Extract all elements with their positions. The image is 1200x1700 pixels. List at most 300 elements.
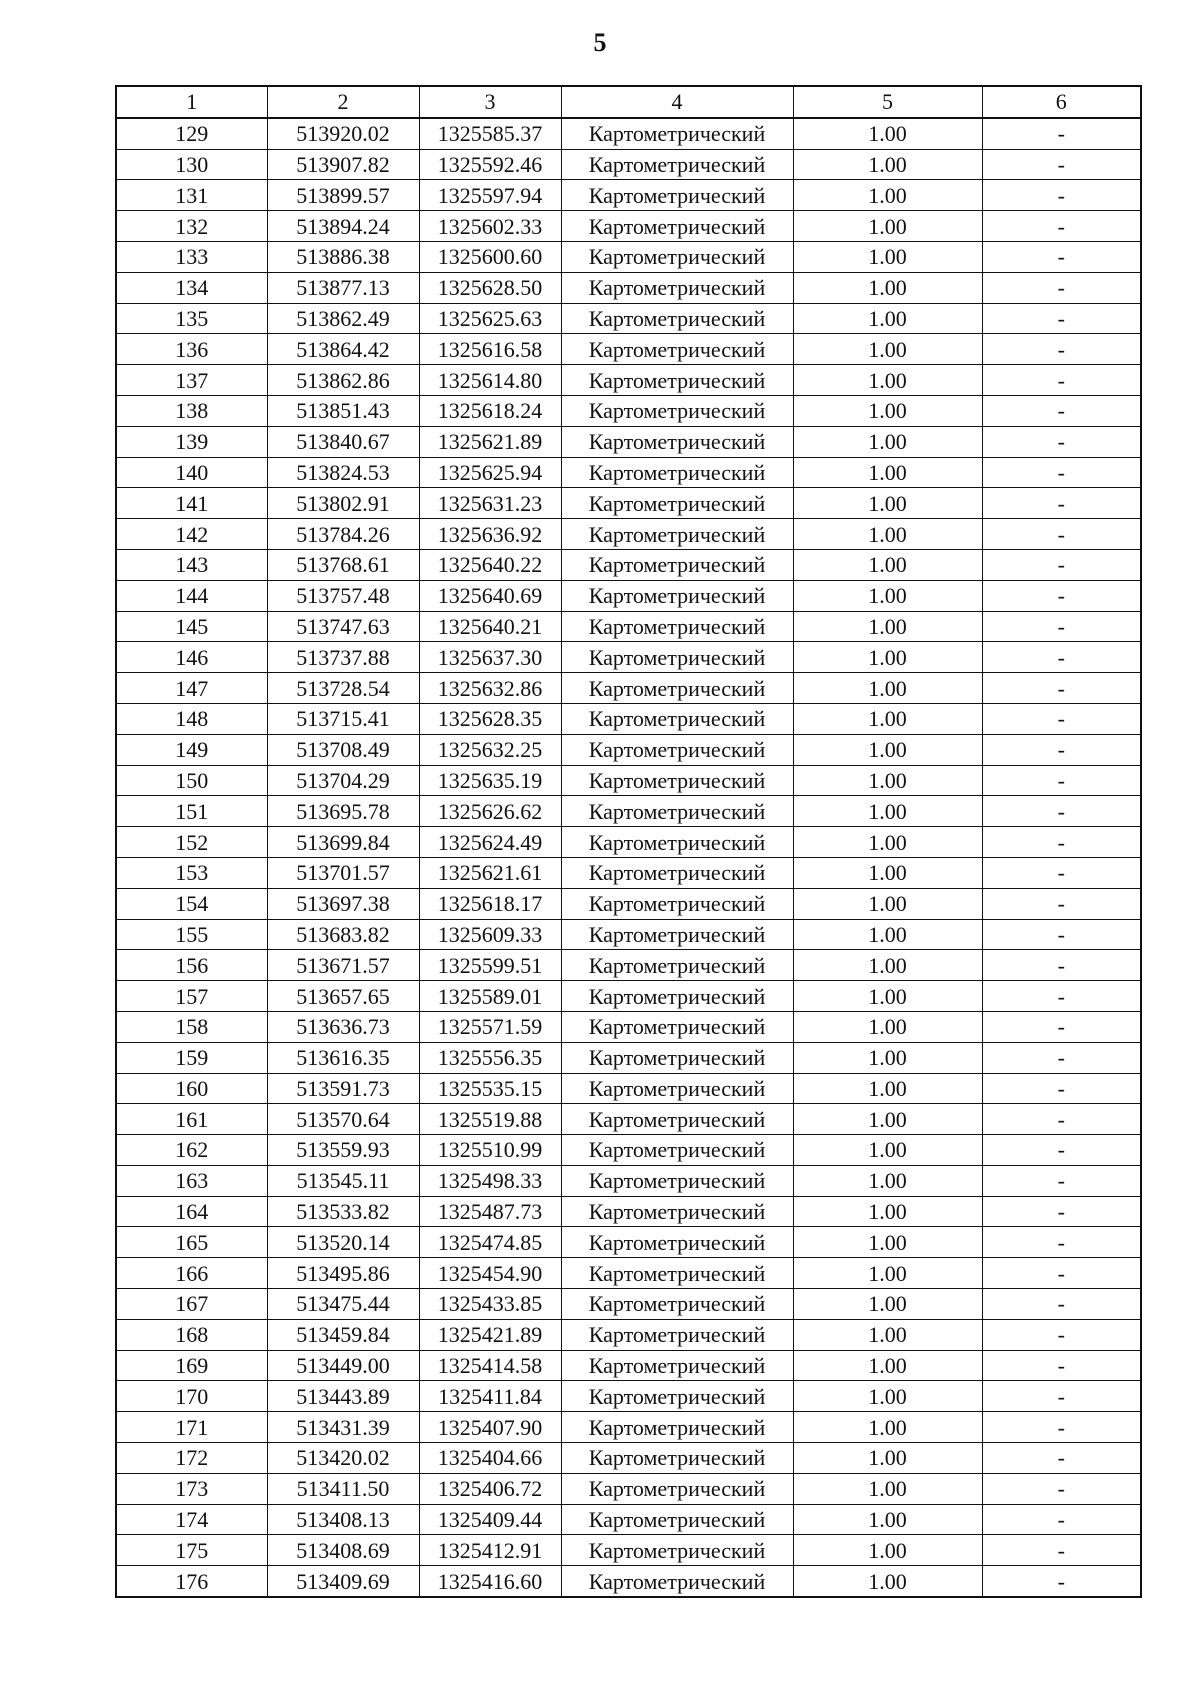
- method-cell: Картометрический: [561, 1473, 793, 1504]
- table-row: [116, 827, 1141, 858]
- table-row: [116, 611, 1141, 642]
- column-header-1: 1: [116, 86, 267, 118]
- x-coordinate-cell: 513408.69: [267, 1535, 419, 1566]
- table-row: [116, 519, 1141, 550]
- note-cell: -: [982, 1042, 1141, 1073]
- x-coordinate-cell: 513533.82: [267, 1196, 419, 1227]
- x-coordinate-cell: 513784.26: [267, 519, 419, 550]
- accuracy-cell: 1.00: [793, 981, 982, 1012]
- method-cell: Картометрический: [561, 1073, 793, 1104]
- y-coordinate-cell: 1325640.69: [419, 580, 561, 611]
- x-coordinate-cell: 513877.13: [267, 272, 419, 303]
- point-number-cell: 163: [116, 1165, 267, 1196]
- x-coordinate-cell: 513737.88: [267, 642, 419, 673]
- accuracy-cell: 1.00: [793, 796, 982, 827]
- point-number-cell: 140: [116, 457, 267, 488]
- table-row: [116, 180, 1141, 211]
- x-coordinate-cell: 513697.38: [267, 888, 419, 919]
- point-number-cell: 176: [116, 1566, 267, 1597]
- table-row: [116, 703, 1141, 734]
- table-row: [116, 1319, 1141, 1350]
- table-row: [116, 857, 1141, 888]
- method-cell: Картометрический: [561, 180, 793, 211]
- y-coordinate-cell: 1325632.86: [419, 673, 561, 704]
- note-cell: -: [982, 457, 1141, 488]
- table-row: [116, 549, 1141, 580]
- method-cell: Картометрический: [561, 1319, 793, 1350]
- x-coordinate-cell: 513824.53: [267, 457, 419, 488]
- point-number-cell: 173: [116, 1473, 267, 1504]
- table-row: [116, 673, 1141, 704]
- x-coordinate-cell: 513520.14: [267, 1227, 419, 1258]
- x-coordinate-cell: 513449.00: [267, 1350, 419, 1381]
- x-coordinate-cell: 513899.57: [267, 180, 419, 211]
- method-cell: Картометрический: [561, 241, 793, 272]
- accuracy-cell: 1.00: [793, 519, 982, 550]
- method-cell: Картометрический: [561, 827, 793, 858]
- x-coordinate-cell: 513757.48: [267, 580, 419, 611]
- accuracy-cell: 1.00: [793, 1535, 982, 1566]
- point-number-cell: 169: [116, 1350, 267, 1381]
- note-cell: -: [982, 1104, 1141, 1135]
- method-cell: Картометрический: [561, 1042, 793, 1073]
- y-coordinate-cell: 1325592.46: [419, 149, 561, 180]
- y-coordinate-cell: 1325628.35: [419, 703, 561, 734]
- point-number-cell: 165: [116, 1227, 267, 1258]
- method-cell: Картометрический: [561, 950, 793, 981]
- accuracy-cell: 1.00: [793, 488, 982, 519]
- method-cell: Картометрический: [561, 457, 793, 488]
- method-cell: Картометрический: [561, 1289, 793, 1320]
- x-coordinate-cell: 513864.42: [267, 334, 419, 365]
- table-row: [116, 272, 1141, 303]
- y-coordinate-cell: 1325589.01: [419, 981, 561, 1012]
- method-cell: Картометрический: [561, 365, 793, 396]
- x-coordinate-cell: 513443.89: [267, 1381, 419, 1412]
- accuracy-cell: 1.00: [793, 334, 982, 365]
- table-row: [116, 241, 1141, 272]
- table-row: [116, 1104, 1141, 1135]
- table-row: [116, 365, 1141, 396]
- table-row: [116, 211, 1141, 242]
- accuracy-cell: 1.00: [793, 395, 982, 426]
- method-cell: Картометрический: [561, 888, 793, 919]
- method-cell: Картометрический: [561, 149, 793, 180]
- column-header-4: 4: [561, 86, 793, 118]
- y-coordinate-cell: 1325411.84: [419, 1381, 561, 1412]
- note-cell: -: [982, 334, 1141, 365]
- y-coordinate-cell: 1325602.33: [419, 211, 561, 242]
- note-cell: -: [982, 1135, 1141, 1166]
- accuracy-cell: 1.00: [793, 1504, 982, 1535]
- method-cell: Картометрический: [561, 1135, 793, 1166]
- point-number-cell: 167: [116, 1289, 267, 1320]
- y-coordinate-cell: 1325631.23: [419, 488, 561, 519]
- x-coordinate-cell: 513695.78: [267, 796, 419, 827]
- point-number-cell: 151: [116, 796, 267, 827]
- accuracy-cell: 1.00: [793, 426, 982, 457]
- accuracy-cell: 1.00: [793, 734, 982, 765]
- accuracy-cell: 1.00: [793, 580, 982, 611]
- point-number-cell: 137: [116, 365, 267, 396]
- table-row: [116, 888, 1141, 919]
- point-number-cell: 139: [116, 426, 267, 457]
- note-cell: -: [982, 180, 1141, 211]
- accuracy-cell: 1.00: [793, 1073, 982, 1104]
- point-number-cell: 136: [116, 334, 267, 365]
- table-row: [116, 1196, 1141, 1227]
- table-row: [116, 796, 1141, 827]
- method-cell: Картометрический: [561, 395, 793, 426]
- table-row: [116, 118, 1141, 149]
- accuracy-cell: 1.00: [793, 857, 982, 888]
- accuracy-cell: 1.00: [793, 642, 982, 673]
- point-number-cell: 130: [116, 149, 267, 180]
- method-cell: Картометрический: [561, 1104, 793, 1135]
- point-number-cell: 147: [116, 673, 267, 704]
- accuracy-cell: 1.00: [793, 1289, 982, 1320]
- point-number-cell: 171: [116, 1412, 267, 1443]
- table-row: [116, 580, 1141, 611]
- method-cell: Картометрический: [561, 580, 793, 611]
- point-number-cell: 161: [116, 1104, 267, 1135]
- accuracy-cell: 1.00: [793, 457, 982, 488]
- y-coordinate-cell: 1325510.99: [419, 1135, 561, 1166]
- x-coordinate-cell: 513420.02: [267, 1443, 419, 1474]
- x-coordinate-cell: 513459.84: [267, 1319, 419, 1350]
- table-row: [116, 1381, 1141, 1412]
- method-cell: Картометрический: [561, 488, 793, 519]
- x-coordinate-cell: 513683.82: [267, 919, 419, 950]
- table-row: [116, 149, 1141, 180]
- note-cell: -: [982, 1196, 1141, 1227]
- accuracy-cell: 1.00: [793, 211, 982, 242]
- method-cell: Картометрический: [561, 673, 793, 704]
- note-cell: -: [982, 1165, 1141, 1196]
- point-number-cell: 157: [116, 981, 267, 1012]
- table-row: [116, 1350, 1141, 1381]
- x-coordinate-cell: 513570.64: [267, 1104, 419, 1135]
- point-number-cell: 158: [116, 1011, 267, 1042]
- note-cell: -: [982, 211, 1141, 242]
- x-coordinate-cell: 513840.67: [267, 426, 419, 457]
- method-cell: Картометрический: [561, 734, 793, 765]
- note-cell: -: [982, 149, 1141, 180]
- y-coordinate-cell: 1325535.15: [419, 1073, 561, 1104]
- accuracy-cell: 1.00: [793, 919, 982, 950]
- point-number-cell: 131: [116, 180, 267, 211]
- y-coordinate-cell: 1325404.66: [419, 1443, 561, 1474]
- x-coordinate-cell: 513704.29: [267, 765, 419, 796]
- table-row: [116, 1504, 1141, 1535]
- accuracy-cell: 1.00: [793, 1566, 982, 1597]
- y-coordinate-cell: 1325498.33: [419, 1165, 561, 1196]
- point-number-cell: 135: [116, 303, 267, 334]
- y-coordinate-cell: 1325571.59: [419, 1011, 561, 1042]
- note-cell: -: [982, 734, 1141, 765]
- note-cell: -: [982, 981, 1141, 1012]
- y-coordinate-cell: 1325636.92: [419, 519, 561, 550]
- x-coordinate-cell: 513747.63: [267, 611, 419, 642]
- method-cell: Картометрический: [561, 1350, 793, 1381]
- note-cell: -: [982, 488, 1141, 519]
- y-coordinate-cell: 1325621.61: [419, 857, 561, 888]
- method-cell: Картометрический: [561, 1566, 793, 1597]
- table-row: [116, 395, 1141, 426]
- accuracy-cell: 1.00: [793, 703, 982, 734]
- accuracy-cell: 1.00: [793, 1135, 982, 1166]
- y-coordinate-cell: 1325640.21: [419, 611, 561, 642]
- accuracy-cell: 1.00: [793, 1381, 982, 1412]
- table-row: [116, 1135, 1141, 1166]
- accuracy-cell: 1.00: [793, 1104, 982, 1135]
- table-row: [116, 426, 1141, 457]
- column-header-3: 3: [419, 86, 561, 118]
- accuracy-cell: 1.00: [793, 950, 982, 981]
- point-number-cell: 150: [116, 765, 267, 796]
- point-number-cell: 133: [116, 241, 267, 272]
- note-cell: -: [982, 919, 1141, 950]
- method-cell: Картометрический: [561, 1412, 793, 1443]
- table-body: [116, 118, 1141, 1597]
- table-row: [116, 303, 1141, 334]
- method-cell: Картометрический: [561, 981, 793, 1012]
- note-cell: -: [982, 118, 1141, 149]
- y-coordinate-cell: 1325412.91: [419, 1535, 561, 1566]
- note-cell: -: [982, 303, 1141, 334]
- accuracy-cell: 1.00: [793, 303, 982, 334]
- note-cell: -: [982, 642, 1141, 673]
- method-cell: Картометрический: [561, 1381, 793, 1412]
- accuracy-cell: 1.00: [793, 241, 982, 272]
- y-coordinate-cell: 1325609.33: [419, 919, 561, 950]
- column-header-2: 2: [267, 86, 419, 118]
- y-coordinate-cell: 1325414.58: [419, 1350, 561, 1381]
- x-coordinate-cell: 513708.49: [267, 734, 419, 765]
- column-header-6: 6: [982, 86, 1141, 118]
- table-row: [116, 1566, 1141, 1597]
- y-coordinate-cell: 1325406.72: [419, 1473, 561, 1504]
- point-number-cell: 146: [116, 642, 267, 673]
- note-cell: -: [982, 1073, 1141, 1104]
- accuracy-cell: 1.00: [793, 827, 982, 858]
- point-number-cell: 134: [116, 272, 267, 303]
- y-coordinate-cell: 1325474.85: [419, 1227, 561, 1258]
- accuracy-cell: 1.00: [793, 1319, 982, 1350]
- point-number-cell: 155: [116, 919, 267, 950]
- y-coordinate-cell: 1325625.94: [419, 457, 561, 488]
- column-header-5: 5: [793, 86, 982, 118]
- method-cell: Картометрический: [561, 1196, 793, 1227]
- table-row: [116, 950, 1141, 981]
- point-number-cell: 153: [116, 857, 267, 888]
- accuracy-cell: 1.00: [793, 1227, 982, 1258]
- point-number-cell: 145: [116, 611, 267, 642]
- method-cell: Картометрический: [561, 796, 793, 827]
- method-cell: Картометрический: [561, 519, 793, 550]
- y-coordinate-cell: 1325416.60: [419, 1566, 561, 1597]
- table-row: [116, 1535, 1141, 1566]
- y-coordinate-cell: 1325625.63: [419, 303, 561, 334]
- x-coordinate-cell: 513495.86: [267, 1258, 419, 1289]
- note-cell: -: [982, 241, 1141, 272]
- table-row: [116, 1073, 1141, 1104]
- method-cell: Картометрический: [561, 1011, 793, 1042]
- table-row: [116, 457, 1141, 488]
- note-cell: -: [982, 673, 1141, 704]
- accuracy-cell: 1.00: [793, 1042, 982, 1073]
- method-cell: Картометрический: [561, 1165, 793, 1196]
- table-row: [116, 765, 1141, 796]
- note-cell: -: [982, 395, 1141, 426]
- accuracy-cell: 1.00: [793, 1443, 982, 1474]
- point-number-cell: 162: [116, 1135, 267, 1166]
- accuracy-cell: 1.00: [793, 549, 982, 580]
- note-cell: -: [982, 580, 1141, 611]
- note-cell: -: [982, 1289, 1141, 1320]
- table-row: [116, 642, 1141, 673]
- table-row: [116, 1227, 1141, 1258]
- point-number-cell: 154: [116, 888, 267, 919]
- y-coordinate-cell: 1325635.19: [419, 765, 561, 796]
- x-coordinate-cell: 513862.49: [267, 303, 419, 334]
- point-number-cell: 175: [116, 1535, 267, 1566]
- note-cell: -: [982, 1535, 1141, 1566]
- x-coordinate-cell: 513409.69: [267, 1566, 419, 1597]
- y-coordinate-cell: 1325632.25: [419, 734, 561, 765]
- table-row: [116, 734, 1141, 765]
- accuracy-cell: 1.00: [793, 1350, 982, 1381]
- point-number-cell: 159: [116, 1042, 267, 1073]
- header-row: [116, 86, 1141, 118]
- point-number-cell: 164: [116, 1196, 267, 1227]
- x-coordinate-cell: 513699.84: [267, 827, 419, 858]
- method-cell: Картометрический: [561, 1227, 793, 1258]
- table-row: [116, 981, 1141, 1012]
- note-cell: -: [982, 857, 1141, 888]
- accuracy-cell: 1.00: [793, 272, 982, 303]
- point-number-cell: 156: [116, 950, 267, 981]
- coordinates-table: [115, 85, 1142, 1598]
- x-coordinate-cell: 513862.86: [267, 365, 419, 396]
- point-number-cell: 129: [116, 118, 267, 149]
- y-coordinate-cell: 1325626.62: [419, 796, 561, 827]
- x-coordinate-cell: 513802.91: [267, 488, 419, 519]
- table-row: [116, 1289, 1141, 1320]
- note-cell: -: [982, 549, 1141, 580]
- method-cell: Картометрический: [561, 549, 793, 580]
- accuracy-cell: 1.00: [793, 611, 982, 642]
- y-coordinate-cell: 1325487.73: [419, 1196, 561, 1227]
- note-cell: -: [982, 365, 1141, 396]
- point-number-cell: 152: [116, 827, 267, 858]
- point-number-cell: 143: [116, 549, 267, 580]
- note-cell: -: [982, 703, 1141, 734]
- note-cell: -: [982, 1443, 1141, 1474]
- accuracy-cell: 1.00: [793, 1473, 982, 1504]
- note-cell: -: [982, 950, 1141, 981]
- x-coordinate-cell: 513894.24: [267, 211, 419, 242]
- point-number-cell: 142: [116, 519, 267, 550]
- table-row: [116, 334, 1141, 365]
- y-coordinate-cell: 1325407.90: [419, 1412, 561, 1443]
- x-coordinate-cell: 513559.93: [267, 1135, 419, 1166]
- method-cell: Картометрический: [561, 1443, 793, 1474]
- point-number-cell: 141: [116, 488, 267, 519]
- x-coordinate-cell: 513768.61: [267, 549, 419, 580]
- y-coordinate-cell: 1325409.44: [419, 1504, 561, 1535]
- table-row: [116, 919, 1141, 950]
- y-coordinate-cell: 1325519.88: [419, 1104, 561, 1135]
- accuracy-cell: 1.00: [793, 1196, 982, 1227]
- method-cell: Картометрический: [561, 272, 793, 303]
- x-coordinate-cell: 513591.73: [267, 1073, 419, 1104]
- point-number-cell: 166: [116, 1258, 267, 1289]
- note-cell: -: [982, 1566, 1141, 1597]
- note-cell: -: [982, 1412, 1141, 1443]
- point-number-cell: 172: [116, 1443, 267, 1474]
- x-coordinate-cell: 513671.57: [267, 950, 419, 981]
- method-cell: Картометрический: [561, 426, 793, 457]
- x-coordinate-cell: 513545.11: [267, 1165, 419, 1196]
- point-number-cell: 144: [116, 580, 267, 611]
- y-coordinate-cell: 1325624.49: [419, 827, 561, 858]
- accuracy-cell: 1.00: [793, 1258, 982, 1289]
- y-coordinate-cell: 1325454.90: [419, 1258, 561, 1289]
- accuracy-cell: 1.00: [793, 1011, 982, 1042]
- point-number-cell: 160: [116, 1073, 267, 1104]
- point-number-cell: 174: [116, 1504, 267, 1535]
- x-coordinate-cell: 513886.38: [267, 241, 419, 272]
- accuracy-cell: 1.00: [793, 365, 982, 396]
- accuracy-cell: 1.00: [793, 180, 982, 211]
- x-coordinate-cell: 513431.39: [267, 1412, 419, 1443]
- point-number-cell: 148: [116, 703, 267, 734]
- method-cell: Картометрический: [561, 1258, 793, 1289]
- point-number-cell: 149: [116, 734, 267, 765]
- x-coordinate-cell: 513907.82: [267, 149, 419, 180]
- page-number: 5: [593, 28, 607, 57]
- note-cell: -: [982, 1011, 1141, 1042]
- method-cell: Картометрический: [561, 1504, 793, 1535]
- accuracy-cell: 1.00: [793, 1412, 982, 1443]
- note-cell: -: [982, 1473, 1141, 1504]
- table-row: [116, 1165, 1141, 1196]
- table-row: [116, 1473, 1141, 1504]
- table-row: [116, 1011, 1141, 1042]
- x-coordinate-cell: 513701.57: [267, 857, 419, 888]
- method-cell: Картометрический: [561, 703, 793, 734]
- x-coordinate-cell: 513657.65: [267, 981, 419, 1012]
- y-coordinate-cell: 1325621.89: [419, 426, 561, 457]
- y-coordinate-cell: 1325585.37: [419, 118, 561, 149]
- y-coordinate-cell: 1325616.58: [419, 334, 561, 365]
- accuracy-cell: 1.00: [793, 673, 982, 704]
- y-coordinate-cell: 1325618.24: [419, 395, 561, 426]
- note-cell: -: [982, 1381, 1141, 1412]
- y-coordinate-cell: 1325614.80: [419, 365, 561, 396]
- x-coordinate-cell: 513475.44: [267, 1289, 419, 1320]
- x-coordinate-cell: 513851.43: [267, 395, 419, 426]
- table-header: [116, 86, 1141, 118]
- point-number-cell: 168: [116, 1319, 267, 1350]
- table-row: [116, 488, 1141, 519]
- method-cell: Картометрический: [561, 611, 793, 642]
- y-coordinate-cell: 1325597.94: [419, 180, 561, 211]
- y-coordinate-cell: 1325421.89: [419, 1319, 561, 1350]
- table-row: [116, 1258, 1141, 1289]
- point-number-cell: 132: [116, 211, 267, 242]
